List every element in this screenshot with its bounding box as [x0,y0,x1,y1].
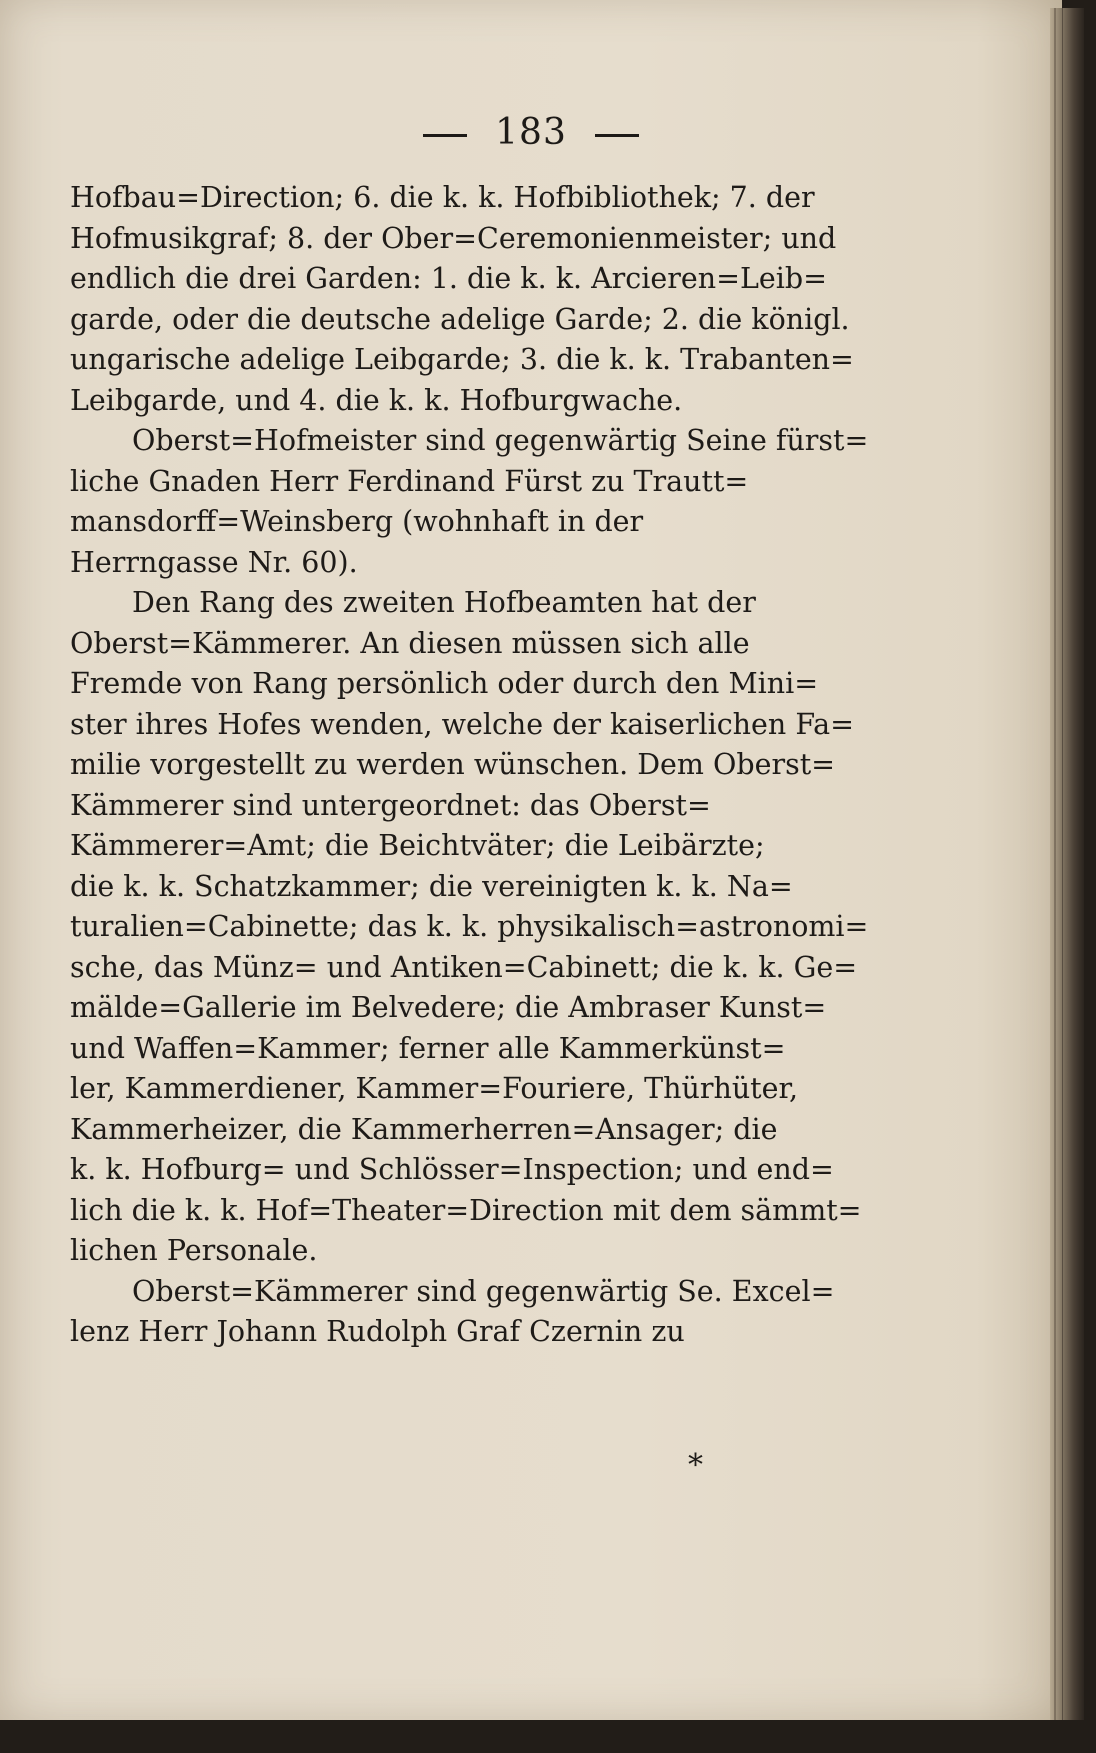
text-line: Oberst=Kämmerer. An diesen müssen sich alle [70,626,750,660]
text-line: endlich die drei Garden: 1. die k. k. Arcieren=Leib= [70,262,827,295]
text-line: liche Gnaden Herr Ferdinand Fürst zu Trautt= [70,464,749,498]
page-number: 183 [495,112,567,153]
paragraph-start: Den Rang des zweiten Hofbeamten hat der [132,586,756,619]
header-dash-left [423,134,467,137]
text-line: und Waffen=Kammer; ferner alle Kammerkünst= [70,1031,786,1065]
text-line: lichen Personale. [70,1234,318,1267]
text-line: Kammerheizer, die Kammerherren=Ansager; die [70,1112,778,1146]
text-line: ster ihres Hofes wenden, welche der kaiserlichen Fa= [70,707,855,741]
page-header [0,112,1062,153]
text-line: lenz Herr Johann Rudolph Graf Czernin zu [70,1315,685,1348]
paragraph-start: Oberst=Kämmerer sind gegenwärtig Se. Excel= [132,1274,835,1308]
body-text [70,178,870,1353]
text-line: Kämmerer=Amt; die Beichtväter; die Leibärzte; [70,829,765,862]
text-line: garde, oder die deutsche adelige Garde; 2. die königl. [70,302,850,336]
text-line: Hofmusikgraf; 8. der Ober=Ceremonienmeister; und [70,221,837,255]
text-line: Hofbau=Direction; 6. die k. k. Hofbibliothek; 7. der [70,181,815,214]
header-dash-right [595,134,639,137]
text-line: k. k. Hofburg= und Schlösser=Inspection; und end= [70,1153,834,1186]
text-line: milie vorgestellt zu werden wünschen. Dem Oberst= [70,748,836,781]
text-line: die k. k. Schatzkammer; die vereinigten k. k. Na= [70,869,793,903]
text-line: turalien=Cabinette; das k. k. physikalisch=astronomi= [70,910,869,943]
text-line: mälde=Gallerie im Belvedere; die Ambraser Kunst= [70,991,827,1024]
signature-mark: * [688,1448,703,1483]
text-line: sche, das Münz= und Antiken=Cabinett; die k. k. Ge= [70,950,858,984]
text-line: mansdorff=Weinsberg (wohnhaft in der [70,505,644,538]
text-line: Herrngasse Nr. 60). [70,545,358,579]
paragraph-start: Oberst=Hofmeister sind gegenwärtig Seine fürst= [132,424,869,457]
text-line: Leibgarde, und 4. die k. k. Hofburgwache. [70,383,683,417]
page-edge [1050,8,1084,1720]
text-line: ler, Kammerdiener, Kammer=Fouriere, Thürhüter, [70,1072,799,1105]
text-line: Kämmerer sind untergeordnet: das Oberst= [70,788,711,822]
text-line: ungarische adelige Leibgarde; 3. die k. k. Trabanten= [70,343,854,376]
text-line: lich die k. k. Hof=Theater=Direction mit dem sämmt= [70,1193,862,1227]
text-line: Fremde von Rang persönlich oder durch den Mini= [70,667,819,700]
